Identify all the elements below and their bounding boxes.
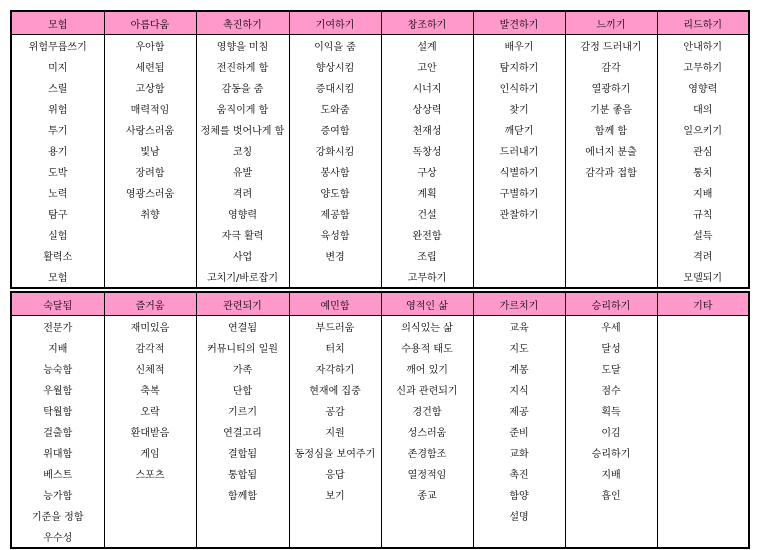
table-cell: 오락 xyxy=(104,400,196,421)
table-cell: 에너지 분출 xyxy=(565,140,657,161)
table-cell: 터치 xyxy=(289,337,381,358)
column-header: 영적인 삶 xyxy=(381,292,473,316)
table-cell: 커뮤니티의 일원 xyxy=(196,337,289,358)
table-cell: 사랑스러움 xyxy=(104,119,196,140)
table-cell: 증여함 xyxy=(289,119,381,140)
table-cell: 감동을 줌 xyxy=(196,77,289,98)
table-cell xyxy=(196,526,289,548)
table-cell: 통합됨 xyxy=(196,463,289,484)
column-header: 느끼기 xyxy=(565,11,657,35)
table-cell: 지도 xyxy=(473,337,565,358)
table-cell: 고무하기 xyxy=(657,56,749,77)
table-cell: 설명 xyxy=(473,505,565,526)
table-cell xyxy=(565,182,657,203)
table-cell: 투기 xyxy=(11,119,104,140)
table-cell: 단합 xyxy=(196,379,289,400)
table-cell: 모델되기 xyxy=(657,266,749,288)
table-cell: 미지 xyxy=(11,56,104,77)
table-cell: 자각하기 xyxy=(289,358,381,379)
table-row xyxy=(11,182,749,203)
table-cell: 결합됨 xyxy=(196,442,289,463)
table-cell xyxy=(657,379,749,400)
column-header: 창조하기 xyxy=(381,11,473,35)
table-cell: 도달 xyxy=(565,358,657,379)
table-cell: 코칭 xyxy=(196,140,289,161)
table-cell: 독창성 xyxy=(381,140,473,161)
table-cell: 격려 xyxy=(657,245,749,266)
table-cell: 존경함조 xyxy=(381,442,473,463)
column-header: 기타 xyxy=(657,292,749,316)
table-cell: 탐구 xyxy=(11,203,104,224)
table-cell: 연결고리 xyxy=(196,421,289,442)
column-header: 관련되기 xyxy=(196,292,289,316)
table-cell: 영향력 xyxy=(657,77,749,98)
table-cell: 경건함 xyxy=(381,400,473,421)
table-cell: 빛남 xyxy=(104,140,196,161)
table-cell: 흡인 xyxy=(565,484,657,505)
table-cell: 교화 xyxy=(473,442,565,463)
table-cell xyxy=(104,505,196,526)
table-row xyxy=(11,245,749,266)
table-cell: 열정적임 xyxy=(381,463,473,484)
table-row xyxy=(11,161,749,182)
table-cell xyxy=(565,526,657,548)
table-cell: 격려 xyxy=(196,182,289,203)
column-header: 발견하기 xyxy=(473,11,565,35)
table-row xyxy=(11,119,749,140)
table-cell: 기분 좋음 xyxy=(565,98,657,119)
table-cell: 구상 xyxy=(381,161,473,182)
table-row xyxy=(11,316,749,338)
table-cell: 활력소 xyxy=(11,245,104,266)
table-cell: 관찰하기 xyxy=(473,203,565,224)
table-cell xyxy=(565,266,657,288)
table-cell: 달성 xyxy=(565,337,657,358)
table-cell: 움직이게 함 xyxy=(196,98,289,119)
table-cell xyxy=(565,224,657,245)
table-cell xyxy=(473,526,565,548)
table-cell: 위험무릅쓰기 xyxy=(11,35,104,57)
table-cell: 열광하기 xyxy=(565,77,657,98)
column-header: 촉진하기 xyxy=(196,11,289,35)
table-cell: 안내하기 xyxy=(657,35,749,57)
column-header: 가르치기 xyxy=(473,292,565,316)
table-cell: 촉진 xyxy=(473,463,565,484)
table-cell xyxy=(381,505,473,526)
table-cell: 대의 xyxy=(657,98,749,119)
table-cell: 감정 드러내기 xyxy=(565,35,657,57)
table-cell: 계획 xyxy=(381,182,473,203)
column-header: 승리하기 xyxy=(565,292,657,316)
table-cell: 공감 xyxy=(289,400,381,421)
column-header: 리드하기 xyxy=(657,11,749,35)
table-cell: 축복 xyxy=(104,379,196,400)
column-header: 아름다움 xyxy=(104,11,196,35)
table-cell: 배우기 xyxy=(473,35,565,57)
table-row xyxy=(11,505,749,526)
table-cell: 획득 xyxy=(565,400,657,421)
table-cell xyxy=(104,266,196,288)
table-cell xyxy=(657,400,749,421)
table-cell: 교육 xyxy=(473,316,565,338)
table-cell: 점수 xyxy=(565,379,657,400)
table-cell: 식별하기 xyxy=(473,161,565,182)
table-cell: 승리하기 xyxy=(565,442,657,463)
table-cell xyxy=(289,526,381,548)
table-cell: 위대함 xyxy=(11,442,104,463)
table-cell: 찾기 xyxy=(473,98,565,119)
table-cell: 통치 xyxy=(657,161,749,182)
table-cell: 영향력 xyxy=(196,203,289,224)
table-cell: 상상력 xyxy=(381,98,473,119)
table-cell: 구별하기 xyxy=(473,182,565,203)
table-cell xyxy=(657,505,749,526)
table-row xyxy=(11,203,749,224)
table-cell: 게임 xyxy=(104,442,196,463)
table-row xyxy=(11,379,749,400)
table-row xyxy=(11,266,749,288)
table-cell: 의식있는 삶 xyxy=(381,316,473,338)
header-row xyxy=(11,11,749,35)
table-cell: 감각과 접함 xyxy=(565,161,657,182)
table-cell xyxy=(657,421,749,442)
table-row xyxy=(11,358,749,379)
table-cell: 육성함 xyxy=(289,224,381,245)
table-cell: 탐지하기 xyxy=(473,56,565,77)
table-cell: 설득 xyxy=(657,224,749,245)
table-cell xyxy=(565,505,657,526)
table-cell: 건설 xyxy=(381,203,473,224)
table-cell: 규칙 xyxy=(657,203,749,224)
table-cell: 함께함 xyxy=(196,484,289,505)
table-cell: 실험 xyxy=(11,224,104,245)
table-cell: 양도함 xyxy=(289,182,381,203)
table-row xyxy=(11,463,749,484)
table-cell: 스포츠 xyxy=(104,463,196,484)
table-cell xyxy=(565,245,657,266)
table-cell: 계몽 xyxy=(473,358,565,379)
table-cell xyxy=(473,266,565,288)
header-row xyxy=(11,292,749,316)
table-cell: 제공 xyxy=(473,400,565,421)
table-cell: 사업 xyxy=(196,245,289,266)
table-cell: 감각 xyxy=(565,56,657,77)
table-cell: 천재성 xyxy=(381,119,473,140)
table-cell xyxy=(657,463,749,484)
table-cell: 지배 xyxy=(657,182,749,203)
table-cell: 완전함 xyxy=(381,224,473,245)
table-cell xyxy=(565,203,657,224)
table-row xyxy=(11,140,749,161)
table-row xyxy=(11,35,749,57)
table-cell: 고안 xyxy=(381,56,473,77)
table-cell: 증대시킴 xyxy=(289,77,381,98)
table-cell xyxy=(104,484,196,505)
table-cell xyxy=(657,526,749,548)
table-cell: 신체적 xyxy=(104,358,196,379)
table-cell: 모험 xyxy=(11,266,104,288)
table-cell: 깨닫기 xyxy=(473,119,565,140)
table-cell: 노력 xyxy=(11,182,104,203)
table-cell: 가족 xyxy=(196,358,289,379)
table-cell: 위험 xyxy=(11,98,104,119)
table-row xyxy=(11,77,749,98)
table-cell: 드러내기 xyxy=(473,140,565,161)
table-row xyxy=(11,484,749,505)
table-cell: 연결됨 xyxy=(196,316,289,338)
table-row xyxy=(11,224,749,245)
table-cell: 응답 xyxy=(289,463,381,484)
table-row xyxy=(11,56,749,77)
table-cell: 시너지 xyxy=(381,77,473,98)
table-cell xyxy=(104,526,196,548)
table-cell: 지식 xyxy=(473,379,565,400)
table-cell xyxy=(104,224,196,245)
table-row xyxy=(11,442,749,463)
table-row xyxy=(11,421,749,442)
table-cell: 이익을 줌 xyxy=(289,35,381,57)
table-cell: 조립 xyxy=(381,245,473,266)
table-cell: 탁월함 xyxy=(11,400,104,421)
table-cell: 강화시킴 xyxy=(289,140,381,161)
table-cell: 고상함 xyxy=(104,77,196,98)
table-cell: 봉사함 xyxy=(289,161,381,182)
table-cell: 스릴 xyxy=(11,77,104,98)
table-cell: 신과 관련되기 xyxy=(381,379,473,400)
table-cell: 함께 함 xyxy=(565,119,657,140)
table-cell: 지배 xyxy=(11,337,104,358)
table-cell xyxy=(473,245,565,266)
table-cell xyxy=(381,526,473,548)
table-cell: 도와줌 xyxy=(289,98,381,119)
column-header: 예민함 xyxy=(289,292,381,316)
table-cell: 향상시킴 xyxy=(289,56,381,77)
table-cell: 취향 xyxy=(104,203,196,224)
table-row xyxy=(11,400,749,421)
table-row xyxy=(11,337,749,358)
table-cell: 우세 xyxy=(565,316,657,338)
column-header: 숙달됨 xyxy=(11,292,104,316)
table-cell: 종교 xyxy=(381,484,473,505)
table-cell: 세련됨 xyxy=(104,56,196,77)
table-cell: 준비 xyxy=(473,421,565,442)
table-row xyxy=(11,98,749,119)
table-cell: 기르기 xyxy=(196,400,289,421)
table-cell: 지원 xyxy=(289,421,381,442)
table-cell: 용기 xyxy=(11,140,104,161)
table-cell: 이김 xyxy=(565,421,657,442)
column-header: 기여하기 xyxy=(289,11,381,35)
values-table-bottom xyxy=(10,291,750,549)
table-cell xyxy=(196,505,289,526)
table-cell: 전진하게 함 xyxy=(196,56,289,77)
table-cell: 기준을 정함 xyxy=(11,505,104,526)
table-cell: 환대받음 xyxy=(104,421,196,442)
table-cell: 지배 xyxy=(565,463,657,484)
table-cell: 보기 xyxy=(289,484,381,505)
table-cell xyxy=(657,337,749,358)
table-cell xyxy=(657,316,749,338)
table-cell: 재미있음 xyxy=(104,316,196,338)
table-cell: 현재에 집중 xyxy=(289,379,381,400)
column-header: 모험 xyxy=(11,11,104,35)
table-cell: 고치기/바로잡기 xyxy=(196,266,289,288)
table-cell: 베스트 xyxy=(11,463,104,484)
table-cell: 영광스러움 xyxy=(104,182,196,203)
table-cell: 유발 xyxy=(196,161,289,182)
table-cell: 매력적임 xyxy=(104,98,196,119)
column-header: 즐거움 xyxy=(104,292,196,316)
table-cell xyxy=(657,484,749,505)
table-cell: 정체를 벗어나게 함 xyxy=(196,119,289,140)
table-cell xyxy=(473,224,565,245)
table-cell xyxy=(657,442,749,463)
table-cell: 우아함 xyxy=(104,35,196,57)
table-cell: 고무하기 xyxy=(381,266,473,288)
table-cell: 부드러움 xyxy=(289,316,381,338)
table-cell: 도박 xyxy=(11,161,104,182)
table-cell: 자극 활력 xyxy=(196,224,289,245)
table-cell: 동정심을 보여주기 xyxy=(289,442,381,463)
table-cell: 함양 xyxy=(473,484,565,505)
table-cell: 성스러움 xyxy=(381,421,473,442)
table-cell: 설계 xyxy=(381,35,473,57)
table-cell: 인식하기 xyxy=(473,77,565,98)
table-cell: 우수성 xyxy=(11,526,104,548)
table-cell: 장려함 xyxy=(104,161,196,182)
table-cell xyxy=(104,245,196,266)
values-table-top xyxy=(10,10,750,289)
table-cell xyxy=(289,266,381,288)
values-sheet xyxy=(10,10,748,549)
table-cell: 제공함 xyxy=(289,203,381,224)
table-row xyxy=(11,526,749,548)
table-cell: 전문가 xyxy=(11,316,104,338)
table-cell: 우월함 xyxy=(11,379,104,400)
table-cell: 감각적 xyxy=(104,337,196,358)
table-cell: 능숙함 xyxy=(11,358,104,379)
table-cell: 수용적 태도 xyxy=(381,337,473,358)
table-cell xyxy=(289,505,381,526)
table-cell xyxy=(657,358,749,379)
table-cell: 능가함 xyxy=(11,484,104,505)
table-cell: 영향을 미침 xyxy=(196,35,289,57)
table-cell: 걸출함 xyxy=(11,421,104,442)
table-cell: 변경 xyxy=(289,245,381,266)
table-cell: 깨어 있기 xyxy=(381,358,473,379)
table-cell: 일으키기 xyxy=(657,119,749,140)
table-cell: 관심 xyxy=(657,140,749,161)
